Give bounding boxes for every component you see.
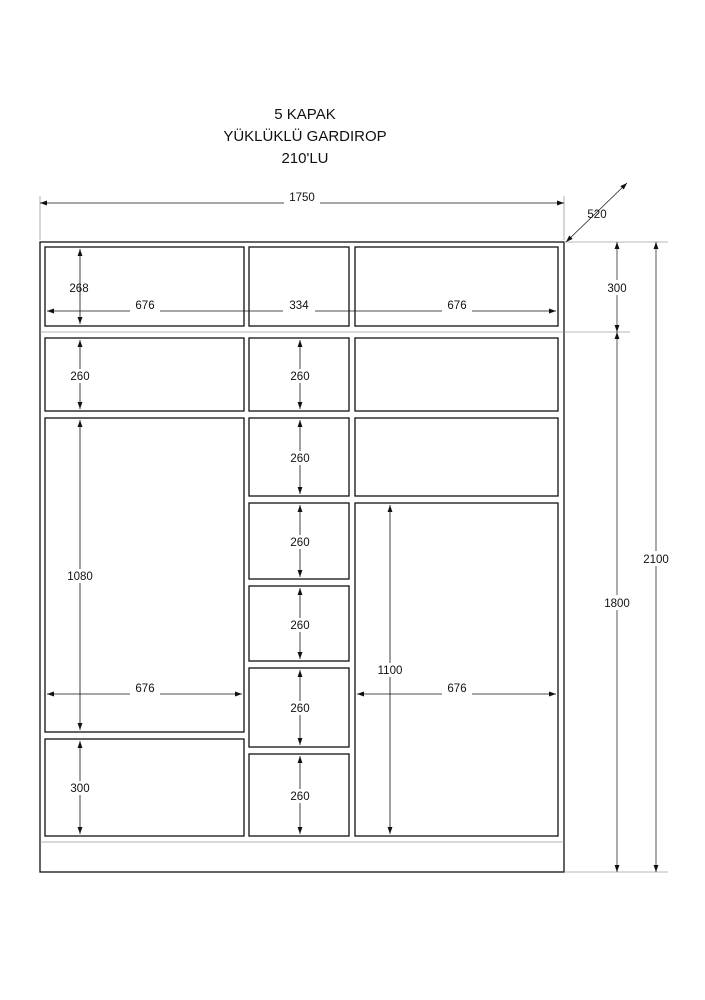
label-mid-drawer-4: 260 [290, 620, 310, 632]
label-mid-drawer-3: 260 [290, 537, 310, 549]
label-top-mid-width: 334 [289, 300, 309, 312]
right-shelf-compartment-1 [355, 338, 558, 411]
label-mid-drawer-6: 260 [290, 791, 310, 803]
label-mid-drawer-2: 260 [290, 453, 310, 465]
label-top-left-width: 676 [135, 300, 155, 312]
label-body-height: 1800 [604, 598, 630, 610]
label-mid-drawer-1: 260 [290, 371, 310, 383]
top-right-compartment [355, 247, 558, 326]
label-left-bottom-height: 300 [70, 783, 90, 795]
label-left-hanging-height: 1080 [67, 571, 93, 583]
label-top-right-width: 676 [447, 300, 467, 312]
label-mid-drawer-5: 260 [290, 703, 310, 715]
top-middle-compartment [249, 247, 349, 326]
label-depth: 520 [587, 209, 607, 221]
title-line-2: YÜKLÜKLÜ GARDIROP [223, 128, 387, 145]
label-left-hanging-width: 676 [135, 683, 155, 695]
label-total-height: 2100 [643, 554, 669, 566]
label-left-shelf-height: 260 [70, 371, 90, 383]
title-line-3: 210'LU [281, 150, 329, 167]
wardrobe-outline [40, 242, 564, 872]
label-total-width: 1750 [289, 192, 315, 204]
label-right-hanging-width: 676 [447, 683, 467, 695]
label-right-hanging-height: 1100 [377, 665, 403, 677]
label-top-height: 300 [607, 283, 627, 295]
title-line-1: 5 KAPAK [274, 106, 336, 123]
label-top-left-height: 268 [69, 283, 89, 295]
right-shelf-compartment-2 [355, 418, 558, 496]
